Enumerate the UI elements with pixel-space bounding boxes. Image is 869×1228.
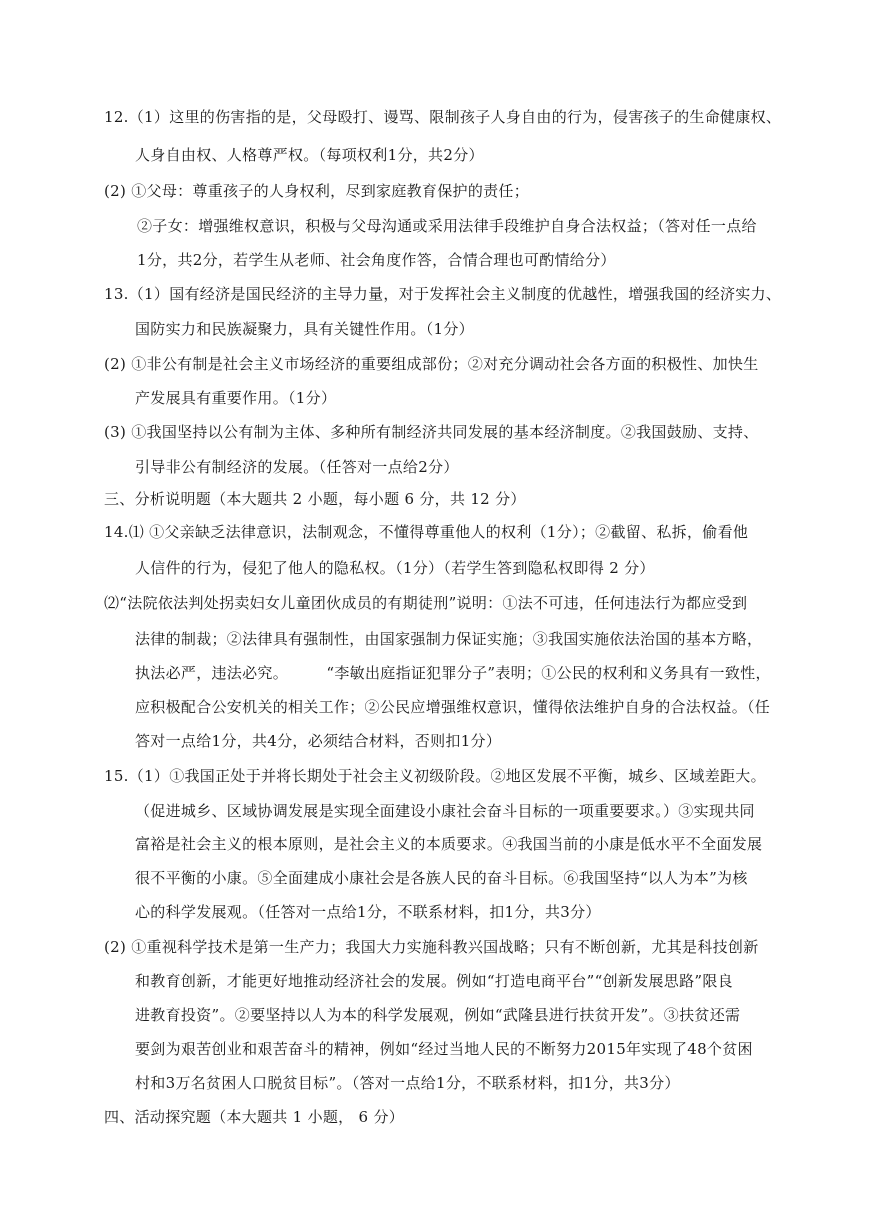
q13-part3-line2: 引导非公有制经济的发展。（任答对一点给2分） — [135, 458, 459, 476]
q15-part2-line4: 要剑为艰苦创业和艰苦奋斗的精神，例如“经过当地人民的不断努力2015年实现了48个贫困 — [135, 1040, 753, 1058]
q15-part1-line2: （促进城乡、区域协调发展是实现全面建设小康社会奋斗目标的一项重要要求。）③实现共同 — [135, 802, 755, 820]
q13-part2-line1: (2) ①非公有制是社会主义市场经济的重要组成部份；②对充分调动社会各方面的积极性、加快生 — [104, 355, 759, 373]
q12-part1-line2: 人身自由权、人格尊严权。（每项权利1分，共2分） — [135, 146, 484, 164]
q15-part2-line1: (2) ①重视科学技术是第一生产力；我国大力实施科教兴国战略；只有不断创新，尤其是科技创新 — [104, 938, 759, 956]
q15-part2-line2: 和教育创新，才能更好地推动经济社会的发展。例如“打造电商平台”“创新发展思路”限良 — [135, 972, 733, 990]
q14-part2-line1: ⑵“法院依法判处拐卖妇女儿童团伙成员的有期徒刑”说明：①法不可违，任何违法行为都应受到 — [104, 594, 748, 612]
q15-part2-line3: 进教育投资”。②要坚持以人为本的科学发展观，例如“武隆县进行扶贫开发”。③扶贫还需 — [135, 1006, 741, 1024]
q15-part1-line3: 富裕是社会主义的根本原则，是社会主义的本质要求。④我国当前的小康是低水平不全面发展 — [135, 835, 763, 853]
q13-part2-line2: 产发展具有重要作用。（1分） — [135, 389, 337, 407]
section-4-heading: 四、活动探究题（本大题共 1 小题， 6 分） — [104, 1108, 405, 1126]
q13-part1-line1: 13.（1）国有经济是国民经济的主导力量，对于发挥社会主义制度的优越性，增强我国的经济实力、 — [104, 285, 782, 303]
q14-part2-line3: 执法必严，违法必究。 “李敏出庭指证犯罪分子”表明；①公民的权利和义务具有一致性， — [135, 664, 771, 682]
section-3-heading: 三、分析说明题（本大题共 2 小题，每小题 6 分，共 12 分） — [104, 490, 526, 508]
q12-part2-line2: ②子女：增强维权意识，积极与父母沟通或采用法律手段维护自身合法权益；（答对任一点给 — [137, 217, 757, 235]
q15-part2-line5: 村和3万名贫困人口脱贫目标”。（答对一点给1分，不联系材料，扣1分，共3分） — [135, 1074, 680, 1092]
q14-part2-line2: 法律的制裁；②法律具有强制性，由国家强制力保证实施；③我国实施依法治国的基本方略， — [135, 630, 763, 648]
q14-part1-line1: 14.⑴ ①父亲缺乏法律意识，法制观念，不懂得尊重他人的权利（1分）；②截留、私拆，偷看他 — [104, 523, 749, 541]
q12-part1-line1: 12.（1）这里的伤害指的是，父母殴打、谩骂、限制孩子人身自由的行为，侵害孩子的生命健康权、 — [104, 108, 782, 126]
q14-part2-line4: 应积极配合公安机关的相关工作；②公民应增强维权意识，懂得依法维护自身的合法权益。（任 — [135, 698, 771, 716]
q12-part2-line3: 1分，共2分，若学生从老师、社会角度作答，合情合理也可酌情给分） — [137, 251, 616, 269]
q13-part3-line1: (3) ①我国坚持以公有制为主体、多种所有制经济共同发展的基本经济制度。②我国鼓励、支持、 — [104, 423, 759, 441]
q14-part1-line2: 人信件的行为，侵犯了他人的隐私权。（1分）（若学生答到隐私权即得 2 分） — [135, 559, 655, 577]
q15-part1-line1: 15.（1）①我国正处于并将长期处于社会主义初级阶段。②地区发展不平衡，城乡、区域差距大。 — [104, 767, 766, 785]
q12-part2-line1: (2) ①父母：尊重孩子的人身权利，尽到家庭教育保护的责任； — [104, 182, 530, 200]
q14-part2-line5: 答对一点给1分，共4分，必须结合材料，否则扣1分） — [135, 732, 502, 750]
q15-part1-line5: 心的科学发展观。（任答对一点给1分，不联系材料，扣1分，共3分） — [135, 903, 601, 921]
q13-part1-line2: 国防实力和民族凝聚力，具有关键性作用。（1分） — [135, 320, 474, 338]
q15-part1-line4: 很不平衡的小康。⑤全面建成小康社会是各族人民的奋斗目标。⑥我国坚持“以人为本”为核 — [135, 869, 748, 887]
